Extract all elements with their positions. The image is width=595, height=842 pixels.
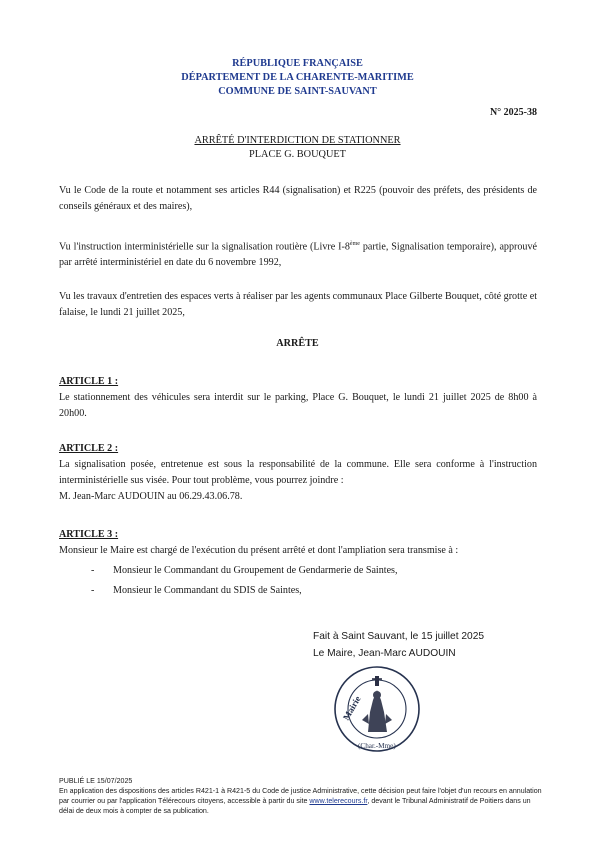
telerecours-link[interactable]: www.telerecours.fr: [309, 797, 368, 805]
article-2-heading: ARTICLE 2 :: [59, 443, 119, 454]
signature-signer: Le Maire, Jean-Marc AUDOUIN: [313, 648, 456, 659]
signature-place-date: Fait à Saint Sauvant, le 15 juillet 2025: [313, 631, 485, 642]
article-3: [59, 527, 537, 601]
considerant-instruction-text-a: Vu l'instruction interministérielle sur la signalisation routière (Livre I-8: [59, 241, 350, 253]
title-line-1: ARRÊTÉ D'INTERDICTION DE STATIONNER: [194, 135, 401, 146]
title-line-2: PLACE G. BOUQUET: [249, 149, 346, 160]
appeal-notice-text-a: En application des dispositions des articles R421-1 à R421-5 du Code de justice Administrative, cette décision peut faire l'objet d'un recours en annulation par courrier ou par l'application Télérecours citoyens, accessible à partir du site: [59, 787, 542, 805]
considerant-code-route: Vu le Code de la route et notamment ses articles R44 (signalisation) et R225 (pouvoir des préfets, des présidents de conseils généraux et des maires),: [59, 185, 537, 212]
letterhead: [0, 57, 595, 99]
recipient-list: [59, 561, 537, 601]
article-3-text: Monsieur le Maire est chargé de l'exécution du présent arrêté et dont l'ampliation sera transmise à :: [59, 545, 459, 556]
considerant-travaux: Vu les travaux d'entretien des espaces verts à réaliser par les agents communaux Place Gilberte Bouquet, côté grotte et falaise, le lundi 21 juillet 2025,: [59, 291, 537, 318]
arrete-heading: ARRÊTE: [276, 338, 319, 349]
article-1: [59, 374, 537, 422]
svg-text:(Char.-Mme): (Char.-Mme): [358, 742, 396, 750]
article-3-heading: ARTICLE 3 :: [59, 529, 119, 540]
signature-block: [313, 628, 484, 662]
publication-footer: [59, 776, 544, 816]
article-2-contact: M. Jean-Marc AUDOUIN au 06.29.43.06.78.: [59, 491, 243, 502]
recipient-gendarmerie: - Monsieur le Commandant du Groupement de Gendarmerie de Saintes,: [91, 561, 537, 581]
considerant-instruction-sup: ème: [349, 241, 360, 247]
letterhead-commune: COMMUNE DE SAINT-SAUVANT: [218, 86, 377, 97]
article-2: [59, 441, 537, 505]
published-date: PUBLIÉ LE 15/07/2025: [59, 777, 133, 785]
recipient-sdis: - Monsieur le Commandant du SDIS de Saintes,: [91, 581, 537, 601]
mairie-stamp-seal: [332, 664, 422, 754]
article-2-text: La signalisation posée, entretenue est sous la responsabilité de la commune. Elle sera conforme à l'instruction interministérielle sus visée. Pour tout problème, vous pourrez joindre :: [59, 459, 537, 486]
svg-text:Mairie: Mairie: [340, 694, 363, 722]
document-title: [0, 134, 595, 162]
article-1-heading: ARTICLE 1 :: [59, 376, 119, 387]
considerant-instruction-text-b: partie, Signalisation temporaire), approuvé par arrêté interministériel en date du 6 novembre 1992,: [59, 241, 537, 269]
considerant-instruction: [59, 236, 537, 271]
appeal-notice-text-b: , devant le Tribunal Administratif de Poitiers dans un délai de deux mois à compter de sa publication.: [59, 797, 531, 815]
article-1-text: Le stationnement des véhicules sera interdit sur le parking, Place G. Bouquet, le lundi 21 juillet 2025 de 8h00 à 20h00.: [59, 392, 537, 419]
letterhead-departement: DÉPARTEMENT DE LA CHARENTE-MARITIME: [181, 72, 414, 83]
reference-number: N° 2025-38: [489, 107, 537, 118]
appeal-notice: [59, 786, 544, 816]
letterhead-republique: RÉPUBLIQUE FRANÇAISE: [232, 58, 363, 69]
